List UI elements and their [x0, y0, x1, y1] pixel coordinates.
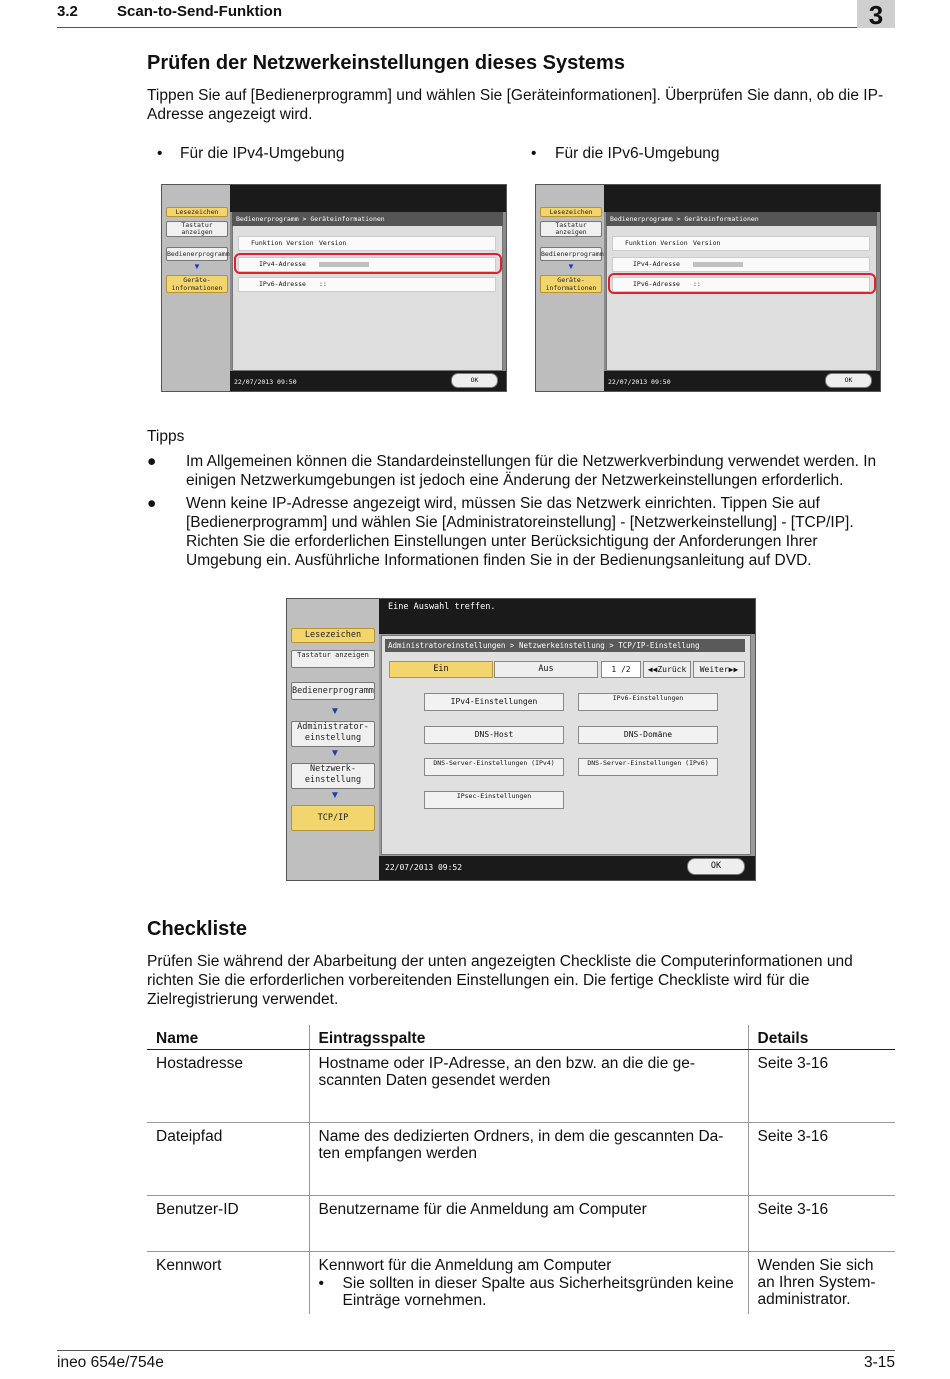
row-value: :: [693, 280, 701, 288]
dns-server-ipv6-button[interactable]: DNS-Server-Einstellungen (IPv6) [578, 758, 718, 776]
ok-button[interactable]: OK [687, 858, 745, 875]
cell-name: Hostadresse [147, 1050, 309, 1123]
screenshot-ipv6 [535, 184, 881, 392]
row-ipv4 [612, 257, 870, 272]
cell-name: Kennwort [156, 1257, 222, 1274]
tab-on[interactable]: Ein [389, 661, 493, 678]
next-button[interactable]: Weiter▶▶ [693, 661, 745, 678]
arrow-down-icon: ▼ [330, 790, 340, 801]
row-value: Version [319, 239, 347, 247]
network-settings-button[interactable]: Netzwerk-einstellung [291, 763, 375, 789]
cell-entry: Hostname oder IP-Adresse, an den bzw. an die die ge-scannten Daten gesendet werden [309, 1050, 748, 1123]
arrow-down-icon: ▼ [193, 262, 201, 271]
footer-model: ineo 654e/754e [57, 1354, 164, 1371]
row-version [612, 236, 870, 251]
network-intro: Tippen Sie auf [Bedienerprogramm] und wählen Sie [Geräteinformationen]. Überprüfen Sie dann, ob die IP-Adresse angezeigt wird. [147, 87, 884, 123]
keyboard-button[interactable]: Tastatur anzeigen [291, 650, 375, 668]
cell-name: Dateipfad [147, 1123, 309, 1196]
keyboard-button[interactable]: Tastatur anzeigen [166, 221, 228, 237]
arrow-down-icon: ▼ [330, 748, 340, 759]
screen-datetime: 22/07/2013 09:52 [385, 863, 463, 872]
cell-details: Seite 3-16 [748, 1123, 895, 1196]
back-button[interactable]: ◀◀Zurück [643, 661, 691, 678]
admin-settings-button[interactable]: Administrator-einstellung [291, 721, 375, 747]
row-value: Version [693, 239, 721, 247]
keyboard-button[interactable]: Tastatur anzeigen [540, 221, 602, 237]
cell-name: Benutzer-ID [147, 1196, 309, 1252]
ok-button[interactable]: OK [451, 373, 498, 388]
ipv6-settings-button[interactable]: IPv6-Einstellungen [578, 693, 718, 711]
cell-entry: Name des dedizierten Ordners, in dem die gescannten Da-ten empfangen werden [309, 1123, 748, 1196]
cell-details: Wenden Sie sich an Ihren System-administrator. [748, 1252, 895, 1315]
screen-title: Bedienerprogramm > Geräteinformationen [606, 212, 877, 226]
device-info-button[interactable]: Geräte-informationen [166, 275, 228, 293]
dns-server-ipv4-button[interactable]: DNS-Server-Einstellungen (IPv4) [424, 758, 564, 776]
checklist-intro: Prüfen Sie während der Abarbeitung der unten angezeigten Checkliste die Computerinformationen und richten Sie die erforderlichen vorbereitenden Einstellungen ein. Die fertige Checkliste wird für die Zielregistrierung verwendet. [147, 953, 853, 1008]
entry-subtext: Sie sollten in dieser Spalte aus Sicherheitsgründen keine Einträge vornehmen. [342, 1275, 734, 1309]
screen-topbar [604, 185, 880, 212]
bullet-dot: • [531, 145, 537, 162]
screen-title: Administratoreinstellungen > Netzwerkeinstellung > TCP/IP-Einstellung [385, 639, 745, 652]
footer-page: 3-15 [863, 1354, 895, 1371]
checklist-heading: Checkliste [147, 918, 248, 940]
device-info-button[interactable]: Geräte-informationen [540, 275, 602, 293]
highlight-ipv4 [234, 253, 502, 274]
table-header-row [147, 1025, 895, 1050]
section-title: Scan-to-Send-Funktion [117, 3, 282, 20]
row-label: IPv4-Adresse [259, 260, 306, 268]
screen-prompt: Eine Auswahl treffen. [388, 602, 496, 612]
row-label: Funktion Version [251, 239, 314, 247]
tip-item [147, 452, 892, 492]
bullet-dot: ● [147, 495, 157, 512]
tab-off[interactable]: Aus [494, 661, 598, 678]
bookmark-button[interactable]: Lesezeichen [166, 207, 228, 217]
highlight-ipv6 [608, 273, 876, 294]
section-number: 3.2 [57, 3, 78, 20]
network-heading: Prüfen der Netzwerkeinstellungen dieses Systems [147, 52, 625, 74]
bullet-ipv4: Für die IPv4-Umgebung [180, 145, 345, 162]
table-row [147, 1196, 895, 1252]
column-header: Eintragsspalte [309, 1025, 748, 1050]
ipv4-settings-button[interactable]: IPv4-Einstellungen [424, 693, 564, 711]
ok-button[interactable]: OK [825, 373, 872, 388]
utility-button[interactable]: Bedienerprogramm [291, 682, 375, 700]
cell-entry [309, 1252, 748, 1315]
table-row [147, 1252, 895, 1315]
entry-subitem [319, 1275, 739, 1309]
bullet-dot: • [157, 145, 163, 162]
tcpip-button[interactable]: TCP/IP [291, 805, 375, 831]
dns-host-button[interactable]: DNS-Host [424, 726, 564, 744]
screenshot-ipv4 [161, 184, 507, 392]
utility-button[interactable]: Bedienerprogramm [166, 247, 228, 261]
row-label: IPv4-Adresse [633, 260, 680, 268]
screen-datetime: 22/07/2013 09:50 [234, 378, 297, 386]
column-header: Details [748, 1025, 895, 1050]
bookmark-button[interactable]: Lesezeichen [540, 207, 602, 217]
row-label: IPv6-Adresse [633, 280, 680, 288]
bullet-dot: • [318, 1275, 324, 1292]
cell-details: Seite 3-16 [748, 1196, 895, 1252]
dns-domain-button[interactable]: DNS-Domäne [578, 726, 718, 744]
tip-item [147, 494, 892, 572]
row-value: :: [319, 280, 327, 288]
entry-text: Kennwort für die Anmeldung am Computer [318, 1257, 612, 1274]
blurred-address [693, 262, 743, 267]
table-row [147, 1123, 895, 1196]
bullet-dot: ● [147, 453, 157, 470]
utility-button[interactable]: Bedienerprogramm [540, 247, 602, 261]
screen-topbar [230, 185, 506, 212]
screenshot-tcpip [286, 598, 756, 881]
chapter-number: 3 [868, 0, 884, 30]
row-label: IPv6-Adresse [259, 280, 306, 288]
arrow-down-icon: ▼ [330, 706, 340, 717]
screen-datetime: 22/07/2013 09:50 [608, 378, 671, 386]
row-version [238, 236, 496, 251]
table-row [147, 1050, 895, 1123]
column-header: Name [147, 1025, 309, 1050]
checklist-table [147, 1025, 895, 1314]
bullet-ipv6: Für die IPv6-Umgebung [555, 145, 720, 162]
row-ipv6 [238, 277, 496, 292]
screen-title: Bedienerprogramm > Geräteinformationen [232, 212, 503, 226]
tip-text: Im Allgemeinen können die Standardeinstellungen für die Netzwerkverbindung verwendet werden. In einigen Netzwerkumgebungen ist jedoch eine Änderung der Netzwerkeinstellungen erforderlich. [186, 453, 877, 489]
arrow-down-icon: ▼ [567, 262, 575, 271]
tips-label: Tipps [147, 428, 185, 445]
bookmark-button[interactable]: Lesezeichen [291, 628, 375, 643]
ipsec-settings-button[interactable]: IPsec-Einstellungen [424, 791, 564, 809]
row-label: Funktion Version [625, 239, 688, 247]
page-indicator: 1 /2 [601, 661, 641, 678]
cell-entry: Benutzername für die Anmeldung am Computer [309, 1196, 748, 1252]
footer-rule [57, 1350, 895, 1351]
tip-text: Wenn keine IP-Adresse angezeigt wird, müssen Sie das Netzwerk einrichten. Tippen Sie auf [Bedienerprogramm] und wählen Sie [Administratoreinstellung] - [Netzwerkeinstellung] - [TCP/IP]. Richten Sie die erforderlichen Einstellungen unter Berücksichtigung der Anforderungen Ihrer Umgebung ein. Ausführliche Informationen finden Sie in der Bedienungsanleitung auf DVD. [186, 495, 854, 569]
cell-details: Seite 3-16 [748, 1050, 895, 1123]
header-rule [57, 27, 895, 28]
